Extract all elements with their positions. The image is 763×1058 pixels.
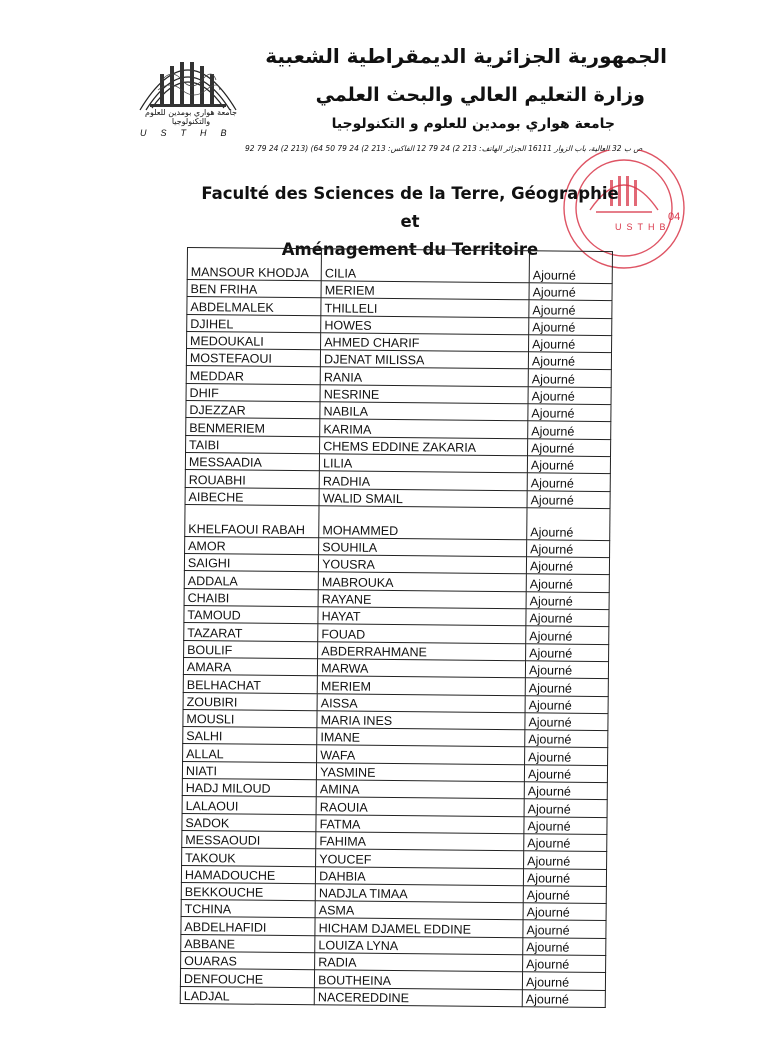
student-last-name-text: DJEZZAR bbox=[189, 403, 246, 418]
student-last-name bbox=[182, 830, 316, 849]
student-result bbox=[524, 851, 607, 869]
student-result-text: Ajourné bbox=[531, 389, 575, 404]
student-first-name-text: WALID SMAIL bbox=[322, 491, 403, 506]
student-last-name bbox=[181, 882, 315, 901]
student-first-name bbox=[320, 402, 528, 421]
student-result bbox=[528, 404, 611, 422]
table-row bbox=[185, 504, 610, 540]
student-result-text: Ajourné bbox=[531, 441, 575, 456]
student-last-name bbox=[181, 865, 315, 884]
student-first-name bbox=[321, 350, 529, 369]
student-result bbox=[526, 643, 609, 661]
student-result-text: Ajourné bbox=[529, 577, 573, 592]
student-result-text: Ajourné bbox=[528, 750, 572, 765]
contact-line: ص ب 32 العالية، باب الزوار 16111 الجزائر الهاتف: 213 2) 24 79 12 الفاكس: 213 2) 24 79 50 64) (213 2) 24 79 92 bbox=[245, 144, 643, 153]
student-last-name bbox=[185, 487, 319, 506]
table-row bbox=[180, 986, 605, 1007]
student-result-text: Ajourné bbox=[529, 628, 573, 644]
student-first-name-text: YASMINE bbox=[320, 765, 376, 780]
student-first-name-text: IMANE bbox=[320, 730, 361, 746]
student-first-name bbox=[315, 901, 523, 920]
student-last-name bbox=[186, 435, 320, 454]
student-result bbox=[525, 661, 608, 679]
student-result-text: Ajourné bbox=[525, 992, 570, 1007]
student-last-name-text: ZOUBIRI bbox=[186, 694, 238, 710]
student-last-name-text: ROUABHI bbox=[188, 472, 246, 488]
faculty-title-line2: Aménagement du Territoire bbox=[281, 240, 539, 259]
student-result bbox=[527, 456, 610, 474]
student-first-name-text: RANIA bbox=[323, 370, 363, 385]
student-result-text: Ajourné bbox=[532, 320, 576, 335]
student-first-name-text: AHMED CHARIF bbox=[324, 335, 420, 351]
student-result-text: Ajourné bbox=[525, 974, 570, 990]
faculty-title-line1: Faculté des Sciences de la Terre, Géographie et bbox=[201, 184, 619, 231]
student-last-name bbox=[183, 727, 317, 746]
student-last-name bbox=[185, 536, 319, 555]
student-last-name-text: LADJAL bbox=[183, 988, 230, 1004]
student-last-name bbox=[183, 675, 317, 694]
student-last-name-text: ABBANE bbox=[184, 936, 236, 952]
student-result bbox=[526, 626, 609, 644]
student-result-text: Ajourné bbox=[526, 888, 570, 903]
student-first-name bbox=[315, 884, 523, 903]
results-table bbox=[180, 247, 613, 1008]
student-first-name bbox=[320, 454, 528, 473]
student-last-name bbox=[184, 554, 318, 573]
student-last-name bbox=[184, 623, 318, 642]
student-result bbox=[524, 782, 607, 800]
student-result-text: Ajourné bbox=[527, 801, 571, 817]
student-first-name-text: LOUIZA LYNA bbox=[318, 938, 399, 954]
student-first-name-text: LILIA bbox=[323, 456, 353, 471]
student-result-text: Ajourné bbox=[530, 542, 574, 557]
student-first-name-text: FAHIMA bbox=[319, 834, 367, 849]
student-result-text: Ajourné bbox=[528, 680, 572, 696]
student-first-name bbox=[319, 488, 527, 507]
student-result bbox=[529, 317, 612, 335]
student-first-name-text: RAOUIA bbox=[319, 799, 368, 815]
student-first-name bbox=[318, 659, 526, 678]
student-first-name-text: FOUAD bbox=[321, 626, 366, 642]
student-last-name-text: MESSAADIA bbox=[188, 455, 262, 470]
student-first-name-text: MARWA bbox=[321, 661, 369, 676]
student-result-text: Ajourné bbox=[530, 458, 575, 473]
logo-abbreviation: USTHB bbox=[140, 128, 241, 138]
student-result-text: Ajourné bbox=[530, 525, 574, 540]
student-last-name bbox=[184, 606, 318, 625]
student-result bbox=[523, 903, 606, 921]
student-first-name-text: MARIA INES bbox=[320, 713, 393, 729]
student-result bbox=[522, 989, 605, 1007]
student-last-name bbox=[184, 588, 318, 607]
university-title: جامعة هواري بومدين للعلوم و التكنولوجيا bbox=[331, 116, 615, 132]
student-first-name bbox=[316, 814, 524, 833]
student-first-name-text: BOUTHEINA bbox=[318, 972, 392, 988]
student-result-text: Ajourné bbox=[527, 767, 572, 782]
student-last-name bbox=[182, 761, 316, 780]
student-first-name bbox=[321, 249, 529, 283]
student-first-name-text: AISSA bbox=[320, 696, 358, 711]
student-result bbox=[527, 540, 610, 558]
student-result-text: Ajourné bbox=[526, 922, 570, 938]
student-last-name-text: HADJ MILOUD bbox=[185, 781, 271, 797]
student-last-name-text: SAIGHI bbox=[187, 556, 231, 571]
student-last-name bbox=[186, 418, 320, 437]
student-last-name-text: BELHACHAT bbox=[186, 677, 261, 693]
student-first-name-text: MERIEM bbox=[320, 678, 372, 694]
student-first-name-text: HAYAT bbox=[321, 609, 361, 625]
student-first-name bbox=[314, 987, 522, 1006]
student-result bbox=[529, 300, 612, 318]
student-first-name bbox=[317, 693, 525, 712]
student-result-text: Ajourné bbox=[528, 715, 572, 730]
student-last-name bbox=[185, 504, 319, 537]
student-last-name-text: TAMOUD bbox=[187, 608, 241, 623]
student-first-name bbox=[315, 953, 523, 972]
student-result-text: Ajourné bbox=[527, 784, 571, 800]
student-first-name bbox=[316, 780, 524, 799]
student-last-name bbox=[186, 349, 320, 368]
student-last-name-text: ALLAL bbox=[186, 746, 224, 762]
student-result-text: Ajourné bbox=[532, 285, 576, 301]
student-result-text: Ajourné bbox=[530, 475, 574, 491]
student-result-text: Ajourné bbox=[532, 337, 576, 352]
results-table-body bbox=[180, 248, 612, 1008]
student-last-name-text: MEDOUKALI bbox=[190, 334, 264, 349]
student-last-name bbox=[184, 640, 318, 659]
student-result-text: Ajourné bbox=[532, 302, 576, 318]
student-result bbox=[529, 251, 612, 284]
student-result bbox=[524, 764, 607, 782]
student-first-name bbox=[320, 385, 528, 404]
student-last-name bbox=[181, 951, 315, 970]
student-result bbox=[526, 609, 609, 627]
student-first-name bbox=[320, 436, 528, 455]
student-first-name bbox=[316, 866, 524, 885]
student-first-name bbox=[320, 419, 528, 438]
student-result-text: Ajourné bbox=[527, 836, 571, 851]
student-result bbox=[523, 920, 606, 938]
student-result-text: Ajourné bbox=[526, 940, 570, 955]
student-last-name-text: AIBECHE bbox=[188, 489, 244, 505]
student-result bbox=[529, 335, 612, 353]
student-first-name-text: WAFA bbox=[320, 748, 356, 763]
student-result bbox=[523, 868, 606, 886]
student-first-name-text: MOHAMMED bbox=[322, 523, 399, 538]
student-result-text: Ajourné bbox=[526, 871, 571, 886]
student-result-text: Ajourné bbox=[528, 663, 573, 678]
student-result-text: Ajourné bbox=[532, 268, 576, 283]
student-last-name-text: TAIBI bbox=[189, 437, 220, 453]
student-last-name-text: MOUSLI bbox=[186, 712, 235, 727]
student-first-name-text: HICHAM DJAMEL EDDINE bbox=[318, 920, 472, 937]
student-first-name-text: DJENAT MILISSA bbox=[324, 352, 425, 368]
republic-title: الجمهورية الجزائرية الديمقراطية الشعبية bbox=[265, 44, 667, 68]
student-first-name bbox=[319, 471, 527, 490]
student-last-name bbox=[182, 796, 316, 815]
student-last-name-text: BEKKOUCHE bbox=[184, 885, 264, 900]
student-result-text: Ajourné bbox=[529, 646, 573, 661]
student-last-name bbox=[183, 657, 317, 676]
student-last-name-text: ADDALA bbox=[187, 573, 238, 589]
student-first-name bbox=[321, 315, 529, 334]
student-last-name bbox=[187, 280, 321, 299]
student-result bbox=[524, 799, 607, 817]
student-last-name-text: SALHI bbox=[186, 729, 223, 744]
student-last-name bbox=[183, 744, 317, 763]
student-first-name bbox=[318, 572, 526, 591]
student-first-name-text: NESRINE bbox=[323, 387, 380, 402]
student-first-name bbox=[317, 711, 525, 730]
student-last-name-text: HAMADOUCHE bbox=[184, 867, 276, 883]
student-last-name-text: NIATI bbox=[185, 764, 218, 779]
logo-arabic-caption: جامعة هواري بومدين للعلوم والتكنولوجيا bbox=[145, 108, 237, 126]
student-result bbox=[525, 713, 608, 731]
student-first-name-text: NABILA bbox=[323, 404, 369, 420]
student-first-name-text: YOUCEF bbox=[319, 851, 372, 867]
student-result bbox=[526, 592, 609, 610]
student-first-name-text: ASMA bbox=[318, 903, 355, 919]
student-last-name bbox=[187, 248, 321, 281]
student-last-name bbox=[182, 848, 316, 867]
student-last-name-text: AMARA bbox=[186, 660, 232, 675]
student-first-name-text: MERIEM bbox=[324, 283, 375, 299]
student-last-name-text: CHAIBI bbox=[187, 591, 230, 606]
student-first-name bbox=[318, 590, 526, 609]
student-last-name bbox=[182, 813, 316, 832]
student-last-name bbox=[180, 969, 314, 988]
student-result-text: Ajourné bbox=[531, 423, 575, 439]
student-first-name bbox=[321, 298, 529, 317]
student-last-name bbox=[187, 314, 321, 333]
student-first-name-text: NADJLA TIMAA bbox=[318, 886, 408, 902]
student-result bbox=[525, 695, 608, 713]
student-last-name bbox=[186, 383, 320, 402]
student-result bbox=[522, 972, 605, 990]
student-last-name bbox=[185, 452, 319, 471]
student-result bbox=[526, 574, 609, 592]
student-first-name-text: HOWES bbox=[324, 318, 372, 333]
student-result bbox=[523, 937, 606, 955]
student-first-name bbox=[320, 367, 528, 386]
student-result bbox=[528, 438, 611, 456]
student-result bbox=[528, 352, 611, 370]
student-result bbox=[527, 490, 610, 508]
student-last-name-text: TAZARAT bbox=[187, 625, 243, 641]
student-last-name bbox=[187, 331, 321, 350]
student-result-text: Ajourné bbox=[531, 406, 575, 422]
student-result bbox=[523, 886, 606, 904]
student-last-name-text: ABDELMALEK bbox=[190, 299, 274, 315]
student-last-name bbox=[186, 401, 320, 420]
student-last-name-text: MOSTEFAOUI bbox=[189, 351, 272, 367]
student-last-name bbox=[181, 917, 315, 936]
student-first-name bbox=[318, 641, 526, 660]
student-first-name bbox=[315, 970, 523, 989]
student-first-name bbox=[315, 918, 523, 937]
student-first-name-text: RAYANE bbox=[321, 592, 372, 607]
student-result bbox=[523, 955, 606, 973]
student-last-name bbox=[180, 986, 314, 1005]
student-result-text: Ajourné bbox=[529, 594, 573, 609]
student-last-name-text: TCHINA bbox=[184, 902, 232, 917]
student-last-name-text: KHELFAOUI RABAH bbox=[188, 521, 306, 538]
student-first-name-text: SOUHILA bbox=[322, 540, 378, 555]
student-result-text: Ajourné bbox=[529, 611, 573, 627]
student-last-name-text: DENFOUCHE bbox=[183, 971, 264, 987]
student-result bbox=[524, 816, 607, 834]
student-last-name-text: BOULIF bbox=[187, 642, 233, 658]
student-result bbox=[525, 678, 608, 696]
student-result bbox=[528, 421, 611, 439]
student-result bbox=[528, 387, 611, 405]
student-first-name bbox=[321, 333, 529, 352]
student-first-name bbox=[319, 538, 527, 557]
student-result bbox=[528, 369, 611, 387]
student-first-name-text: KARIMA bbox=[323, 421, 372, 437]
student-first-name bbox=[317, 745, 525, 764]
student-first-name-text: YOUSRA bbox=[322, 557, 375, 573]
student-last-name-text: BEN FRIHA bbox=[190, 282, 258, 297]
student-first-name-text: MABROUKA bbox=[321, 575, 394, 590]
student-result bbox=[525, 747, 608, 765]
student-last-name bbox=[185, 470, 319, 489]
student-last-name-text: MEDDAR bbox=[189, 368, 245, 384]
student-first-name-text: FATMA bbox=[319, 817, 361, 832]
student-result-text: Ajourné bbox=[527, 853, 571, 869]
stamp-number: 04 bbox=[668, 211, 681, 223]
student-first-name-text: RADIA bbox=[318, 955, 357, 970]
student-first-name bbox=[315, 935, 523, 954]
student-first-name bbox=[316, 849, 524, 868]
student-last-name bbox=[187, 297, 321, 316]
stamp-abbr: USTHB bbox=[615, 222, 671, 232]
student-last-name-text: MANSOUR KHODJA bbox=[190, 265, 309, 281]
student-first-name-text: DAHBIA bbox=[319, 869, 366, 884]
student-result-text: Ajourné bbox=[529, 559, 574, 575]
student-result-text: Ajourné bbox=[527, 819, 571, 834]
student-last-name-text: DJIHEL bbox=[190, 316, 234, 332]
student-result bbox=[526, 557, 609, 575]
student-first-name-text: CILIA bbox=[324, 266, 357, 281]
student-last-name bbox=[186, 366, 320, 385]
student-last-name-text: OUARAS bbox=[184, 954, 238, 969]
student-first-name bbox=[317, 676, 525, 695]
student-first-name-text: CHEMS EDDINE ZAKARIA bbox=[323, 439, 477, 455]
student-last-name-text: ABDELHAFIDI bbox=[184, 919, 267, 935]
student-result bbox=[527, 508, 610, 541]
student-first-name-text: AMINA bbox=[319, 782, 360, 797]
student-first-name bbox=[319, 506, 527, 540]
student-last-name-text: TAKOUK bbox=[185, 850, 236, 865]
student-first-name bbox=[319, 555, 527, 574]
student-result-text: Ajourné bbox=[530, 493, 574, 508]
student-last-name-text: LALAOUI bbox=[185, 798, 239, 814]
student-last-name bbox=[183, 709, 317, 728]
ministry-title: وزارة التعليم العالي والبحث العلمي bbox=[315, 84, 645, 106]
student-result-text: Ajourné bbox=[528, 732, 572, 748]
student-first-name-text: THILLELI bbox=[324, 300, 378, 316]
student-result bbox=[524, 834, 607, 852]
student-result-text: Ajourné bbox=[526, 957, 570, 972]
student-last-name-text: BENMERIEM bbox=[189, 420, 266, 436]
student-first-name bbox=[318, 607, 526, 626]
student-result-text: Ajourné bbox=[531, 354, 576, 370]
student-last-name-text: SADOK bbox=[185, 815, 230, 831]
student-first-name-text: RADHIA bbox=[322, 473, 371, 489]
student-result bbox=[525, 730, 608, 748]
student-first-name bbox=[318, 624, 526, 643]
student-result-text: Ajourné bbox=[528, 698, 572, 713]
student-result bbox=[527, 473, 610, 491]
student-result-text: Ajourné bbox=[531, 372, 575, 387]
student-first-name bbox=[317, 728, 525, 747]
student-last-name bbox=[184, 571, 318, 590]
results-table-wrapper bbox=[180, 247, 615, 1008]
table-row bbox=[187, 248, 612, 284]
student-first-name bbox=[316, 832, 524, 851]
student-last-name bbox=[182, 778, 316, 797]
student-last-name bbox=[181, 900, 315, 919]
student-first-name bbox=[316, 797, 524, 816]
student-result-text: Ajourné bbox=[526, 905, 570, 921]
student-first-name bbox=[321, 281, 529, 300]
student-first-name-text: NACEREDDINE bbox=[317, 990, 410, 1006]
student-first-name-text: ABDERRAHMANE bbox=[321, 644, 427, 660]
student-first-name bbox=[317, 762, 525, 781]
student-last-name-text: DHIF bbox=[189, 386, 219, 401]
student-last-name bbox=[181, 934, 315, 953]
student-last-name-text: MESSAOUDI bbox=[185, 833, 261, 848]
student-last-name bbox=[183, 692, 317, 711]
student-result bbox=[529, 283, 612, 301]
student-last-name-text: AMOR bbox=[188, 539, 226, 554]
